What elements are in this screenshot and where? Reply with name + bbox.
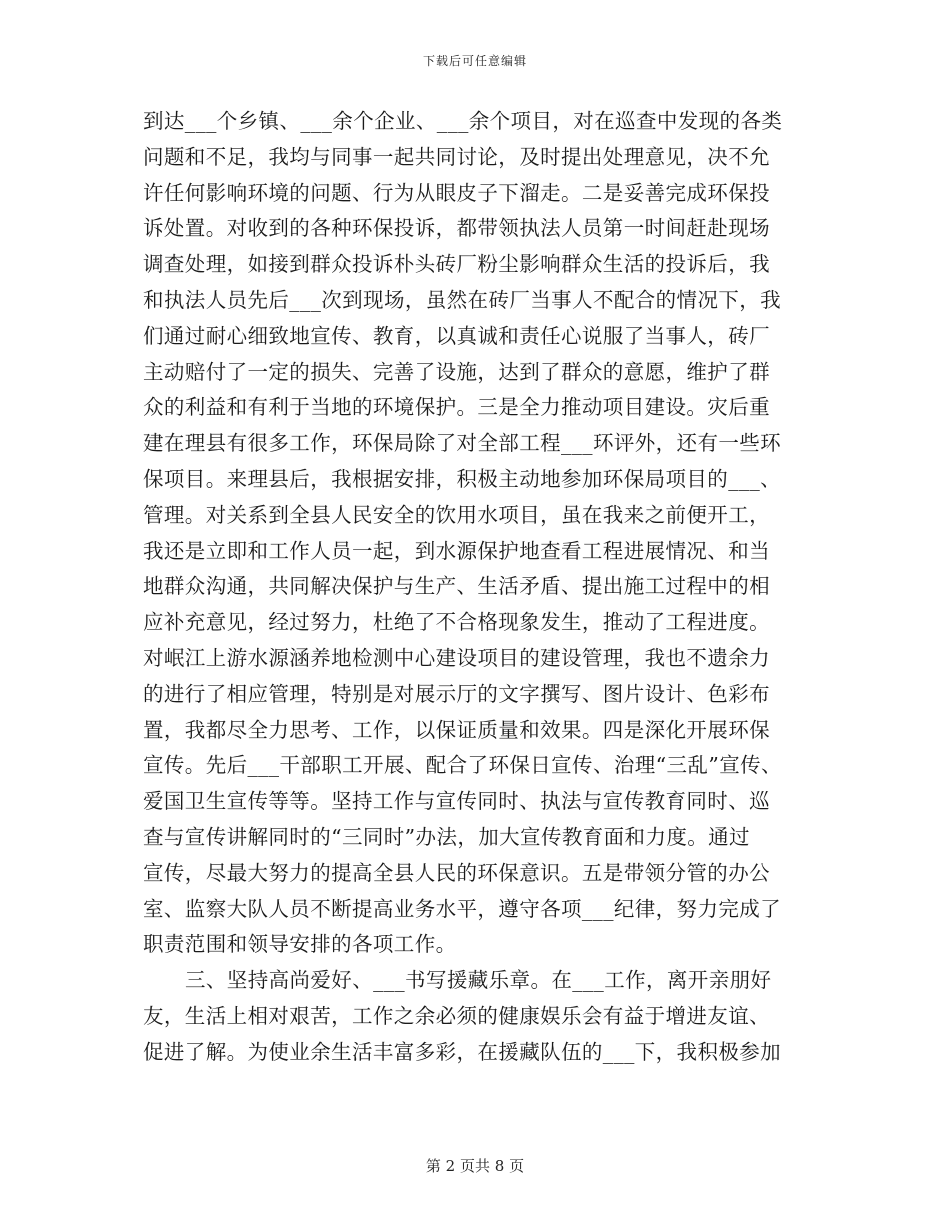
body-line: 和执法人员先后___次到现场，虽然在砖厂当事人不配合的情况下，我 (143, 287, 782, 312)
body-line: 管理。对关系到全县人民安全的饮用水项目，虽在我来之前便开工， (143, 502, 770, 527)
body-line: 保项目。来理县后，我根据安排，积极主动地参加环保局项目的___、 (143, 466, 782, 491)
body-line: 置，我都尽全力思考、工作，以保证质量和效果。四是深化开展环保 (143, 717, 770, 742)
body-line: 问题和不足，我均与同事一起共同讨论，及时提出处理意见，决不允 (143, 144, 770, 169)
body-line: 室、监察大队人员不断提高业务水平，遵守各项___纪律，努力完成了 (143, 896, 782, 921)
body-line: 职责范围和领导安排的各项工作。 (143, 932, 457, 957)
body-line: 促进了解。为使业余生活丰富多彩，在援藏队伍的___下，我积极参加 (143, 1039, 782, 1064)
body-line: 爱国卫生宣传等等。坚持工作与宣传同时、执法与宣传教育同时、巡 (143, 789, 770, 814)
body-line: 地群众沟通，共同解决保护与生产、生活矛盾、提出施工过程中的相 (143, 574, 770, 599)
body-line: 调查处理，如接到群众投诉朴头砖厂粉尘影响群众生活的投诉后，我 (143, 252, 770, 277)
body-line: 友，生活上相对艰苦，工作之余必须的健康娱乐会有益于增进友谊、 (143, 1003, 770, 1028)
body-line: 们通过耐心细致地宣传、教育，以真诚和责任心说服了当事人，砖厂 (143, 323, 770, 348)
body-line: 的进行了相应管理，特别是对展示厅的文字撰写、图片设计、色彩布 (143, 681, 770, 706)
body-line: 宣传，尽最大努力的提高全县人民的环保意识。五是带领分管的办公 (143, 860, 770, 885)
body-line: 到达___个乡镇、___余个企业、___余个项目，对在巡查中发现的各类 (143, 109, 783, 133)
section-heading-line: 三、坚持高尚爱好、___书写援藏乐章。在___工作，离开亲朋好 (185, 968, 772, 993)
page-number-footer: 第 2 页共 8 页 (425, 1157, 525, 1175)
body-line: 建在理县有很多工作，环保局除了对全部工程___环评外，还有一些环 (143, 431, 782, 456)
body-line: 应补充意见，经过努力，杜绝了不合格现象发生，推动了工程进度。 (143, 610, 770, 635)
body-line: 众的利益和有利于当地的环境保护。三是全力推动项目建设。灾后重 (143, 395, 770, 420)
body-line: 宣传。先后___干部职工开展、配合了环保日宣传、治理“三乱”宣传、 (143, 753, 782, 778)
body-line: 主动赔付了一定的损失、完善了设施，达到了群众的意愿，维护了群 (143, 359, 770, 384)
body-line: 我还是立即和工作人员一起，到水源保护地查看工程进展情况、和当 (143, 538, 770, 563)
body-line: 对岷江上游水源涵养地检测中心建设项目的建设管理，我也不遗余力 (143, 645, 770, 670)
body-line: 许任何影响环境的问题、行为从眼皮子下溜走。二是妥善完成环保投 (143, 180, 770, 205)
document-body (143, 104, 823, 1071)
page-header-note: 下载后可任意编辑 (422, 54, 527, 68)
body-line: 查与宣传讲解同时的“三同时”办法，加大宣传教育面和力度。通过 (143, 824, 750, 849)
body-line: 诉处置。对收到的各种环保投诉，都带领执法人员第一时间赶赴现场 (143, 216, 770, 241)
